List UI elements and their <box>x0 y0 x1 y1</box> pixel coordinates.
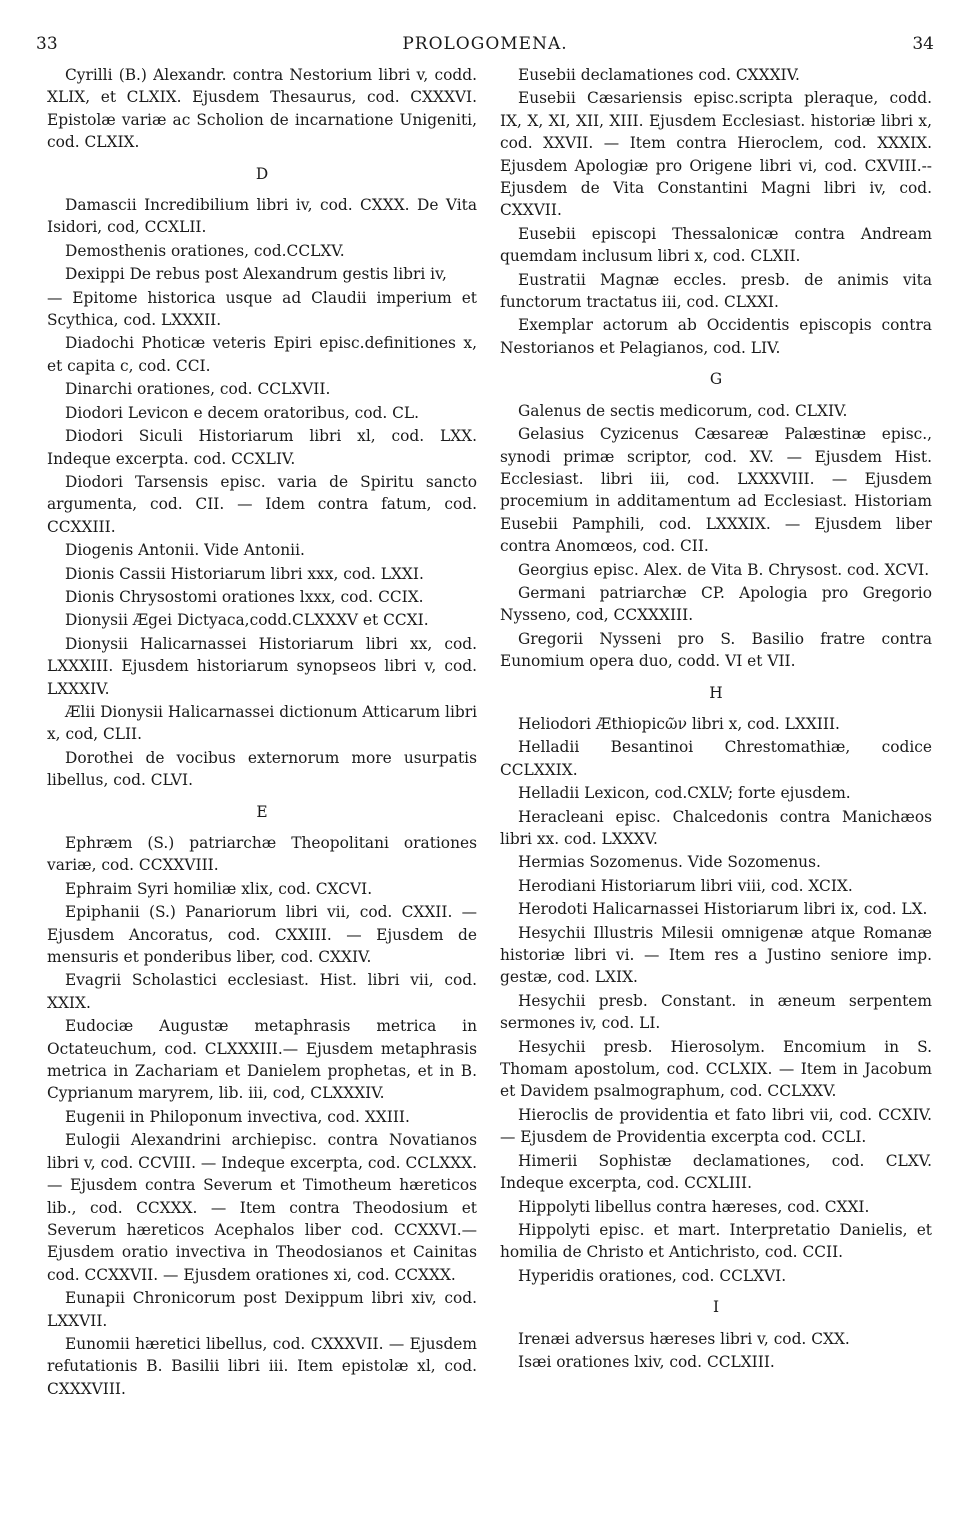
page-number-left: 33 <box>36 34 58 54</box>
index-entry: Diogenis Antonii. Vide Antonii. <box>65 541 305 560</box>
index-entry: Ephræm (S.) patriarchæ Theopolitani orationes variæ, cod. CCXXVIII. <box>47 834 477 875</box>
right-column <box>500 64 932 1374</box>
index-entry: Heliodori Æthiopicῶν libri x, cod. LXXIII. <box>518 714 840 733</box>
index-entry: Herodoti Halicarnassei Historiarum libri ix, cod. LX. <box>518 900 928 919</box>
index-entry: Georgius episc. Alex. de Vita B. Chrysost. cod. XCVI. <box>518 560 930 579</box>
index-entry: Eusebii Cæsariensis episc.scripta pleraque, codd. IX, X, XI, XII, XIII. Ejusdem Ecclesiast. historiæ libri x, cod. XXVII. — Item contra Hieroclem, cod. XXXIX. Ejusdem Apologiæ pro Origene libri vi, cod. CXVIII.--Ejusdem de Vita Constantini Magni libri iv, cod. CXXVII. <box>500 89 932 220</box>
section-letter-i: I <box>712 1298 720 1317</box>
index-entry: Exemplar actorum ab Occidentis episcopis contra Nestorianos et Pelagianos, cod. LIV. <box>500 316 932 357</box>
index-entry: Dionysii Ægei Dictyaca,codd.CLXXXV et CCXI. <box>65 611 429 630</box>
page-number-right: 34 <box>912 34 934 54</box>
index-entry: Eunapii Chronicorum post Dexippum libri xiv, cod. LXXVII. <box>47 1289 477 1330</box>
index-entry: Gregorii Nysseni pro S. Basilio fratre contra Eunomium opera duo, codd. VI et VII. <box>500 629 932 671</box>
index-entry: Dexippi De rebus post Alexandrum gestis libri iv, <box>65 265 447 284</box>
index-entry: Ephraim Syri homiliæ xlix, cod. CXCVI. <box>65 879 373 898</box>
index-entry: Gelasius Cyzicenus Cæsareæ Palæstinæ episc., synodi primæ scriptor, cod. XV. — Ejusdem Hist. Ecclesiast. libri iii, cod. LXXXVIII. — Ejusdem procemium in additamentum ad Ecclesiast. Historiam Eusebii Pamphili, cod. LXXXIX. — Ejusdem liber contra Anomœos, cod. CII. <box>500 425 932 556</box>
index-entry: Ælii Dionysii Halicarnassei dictionum Atticarum libri x, cod, CLII. <box>47 702 477 744</box>
index-entry: Eunomii hæretici libellus, cod. CXXXVII. — Ejusdem refutationis B. Basilii libri iii. Item epistolæ xl, cod. CXXXVIII. <box>47 1334 477 1398</box>
index-entry: Eustratii Magnæ eccles. presb. de animis vita functorum tractatus iii, cod. CLXXI. <box>500 270 932 312</box>
index-entry: Hesychii presb. Hierosolym. Encomium in S. Thomam apostolum, cod. CCLXIX. — Item in Jacobum et Davidem psalmographum, cod. CCLXXV. <box>500 1037 932 1101</box>
index-entry: Diodori Levicon e decem oratoribus, cod. CL. <box>65 403 420 422</box>
index-entry: Evagrii Scholastici ecclesiast. Hist. libri vii, cod. XXIX. <box>47 971 477 1012</box>
index-entry: — Epitome historica usque ad Claudii imperium et Scythica, cod. LXXXII. <box>47 288 477 330</box>
index-entry: Hippolyti episc. et mart. Interpretatio Danielis, et homilia de Christo et Antichristo, cod. CCII. <box>500 1220 932 1262</box>
left-column <box>47 64 477 1401</box>
index-entry: Dionysii Halicarnassei Historiarum libri xx, cod. LXXXIII. Ejusdem historiarum synopseos libri v, cod. LXXXIV. <box>47 634 477 698</box>
index-entry: Dinarchi orationes, cod. CCLXVII. <box>65 380 331 399</box>
running-title: PROLOGOMENA. <box>402 34 568 54</box>
index-entry: Himerii Sophistæ declamationes, cod. CLXV. Indeque excerpta, cod. CCXLIII. <box>500 1151 932 1193</box>
index-entry: Eugenii in Philoponum invectiva, cod. XXIII. <box>65 1107 410 1126</box>
index-entry: Diodori Siculi Historiarum libri xl, cod. LXX. Indeque excerpta. cod. CCXLIV. <box>47 427 477 468</box>
index-entry: Hermias Sozomenus. Vide Sozomenus. <box>518 853 821 872</box>
index-entry: Germani patriarchæ CP. Apologia pro Gregorio Nysseno, cod, CCXXXIII. <box>500 583 932 625</box>
index-entry: Eudociæ Augustæ metaphrasis metrica in Octateuchum, cod. CLXXXIII.— Ejusdem metaphrasis metrica in Zachariam et Danielem prophetas, et in B. Cyprianum maryrem, lib. iii, cod, CLXXXIV. <box>47 1017 477 1103</box>
index-entry: Diadochi Photicæ veteris Epiri episc.definitiones x, et capita c, cod. CCI. <box>47 334 477 375</box>
index-entry: Irenæi adversus hæreses libri v, cod. CXX. <box>518 1329 850 1348</box>
index-entry: Hesychii presb. Constant. in æneum serpentem sermones iv, cod. LI. <box>500 991 932 1033</box>
index-entry: Helladii Besantinoi Chrestomathiæ, codice CCLXXIX. <box>500 738 932 779</box>
index-entry: Isæi orationes lxiv, cod. CCLXIII. <box>518 1352 775 1371</box>
section-letter-e: E <box>256 802 268 821</box>
index-entry: Demosthenis orationes, cod.CCLXV. <box>65 241 345 260</box>
index-entry: Hippolyti libellus contra hæreses, cod. CXXI. <box>518 1197 870 1216</box>
section-letter-h: H <box>709 683 723 702</box>
index-entry: Cyrilli (B.) Alexandr. contra Nestorium libri v, codd. XLIX, et CLXIX. Ejusdem Thesaurus, cod. CXXXVI. Epistolæ variæ ac Scholion de incarnatione Unigeniti, cod. CLXIX. <box>47 66 477 152</box>
index-entry: Dionis Cassii Historiarum libri xxx, cod. LXXI. <box>65 564 424 583</box>
index-entry: Dorothei de vocibus externorum more usurpatis libellus, cod. CLVI. <box>47 748 477 790</box>
index-entry: Helladii Lexicon, cod.CXLV; forte ejusdem. <box>518 784 851 803</box>
index-entry: Eulogii Alexandrini archiepisc. contra Novatianos libri v, cod. CCVIII. — Indeque excerpta, cod. CCLXXX. — Ejusdem contra Severum et Timotheum hæreticos lib., cod. CCXXX. — Item contra Theodosium et Severum hæreticos Acephalos liber cod. CCXXVI.— Ejusdem oratio invectiva in Theodosianos et Cainitas cod. CCXXVII. — Ejusdem orationes xi, cod. CCXXX. <box>47 1131 477 1284</box>
index-entry: Epiphanii (S.) Panariorum libri vii, cod. CXXII. —Ejusdem Ancoratus, cod. CXXIII. — Ejusdem de mensuris et ponderibus liber, cod. CXXIV. <box>47 903 477 967</box>
index-entry: Hieroclis de providentia et fato libri vii, cod. CCXIV. — Ejusdem de Providentia excerpta cod. CCLI. <box>500 1105 932 1147</box>
index-entry: Eusebii declamationes cod. CXXXIV. <box>518 66 800 84</box>
section-letter-d: D <box>255 164 269 183</box>
index-entry: Herodiani Historiarum libri viii, cod. XCIX. <box>518 876 853 895</box>
index-entry: Damascii Incredibilium libri iv, cod. CXXX. De Vita Isidori, cod, CCXLII. <box>47 196 477 237</box>
index-entry: Hesychii Illustris Milesii omnigenæ atque Romanæ historiæ libri vi. — Item res a Justino seniore imp. gestæ, cod. LXIX. <box>500 923 932 987</box>
index-entry: Galenus de sectis medicorum, cod. CLXIV. <box>518 401 848 420</box>
index-entry: Dionis Chrysostomi orationes lxxx, cod. CCIX. <box>65 587 424 606</box>
index-entry: Eusebii episcopi Thessalonicæ contra Andream quemdam inclusum libri x, cod. CLXII. <box>500 224 932 266</box>
page-header <box>36 34 934 60</box>
index-entry: Diodori Tarsensis episc. varia de Spiritu sancto argumenta, cod. CII. — Idem contra fatum, cod. CCXXIII. <box>47 472 477 536</box>
index-entry: Hyperidis orationes, cod. CCLXVI. <box>518 1266 787 1285</box>
index-entry: Heracleani episc. Chalcedonis contra Manichæos libri xx. cod. LXXXV. <box>500 807 932 848</box>
section-letter-g: G <box>709 370 723 389</box>
